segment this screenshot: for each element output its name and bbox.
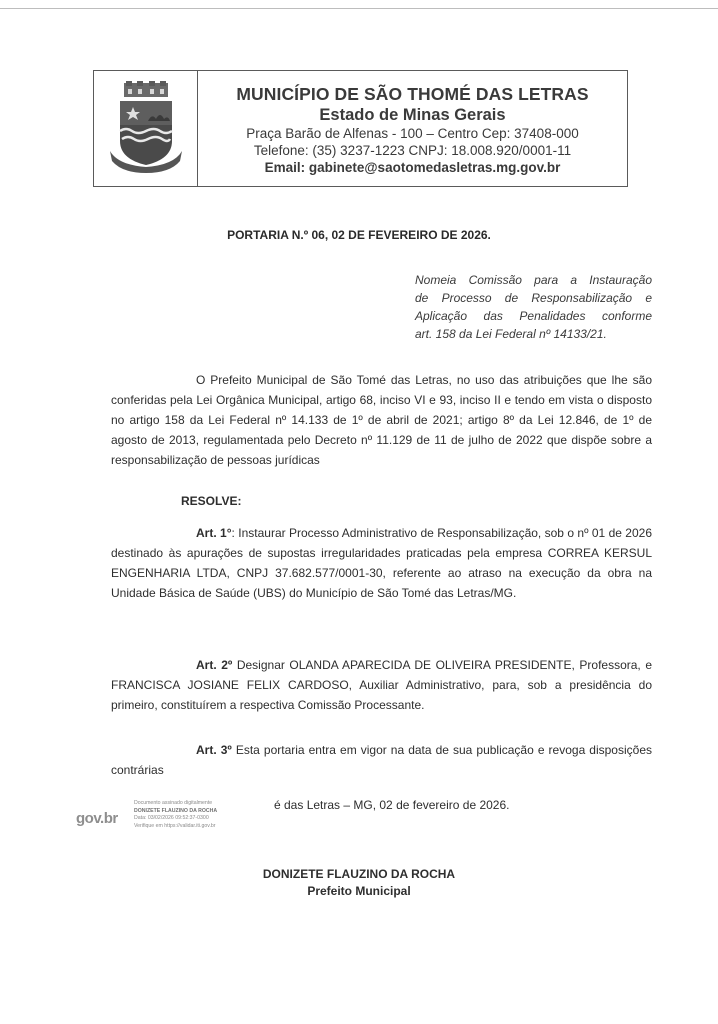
address: Praça Barão de Alfenas - 100 – Centro Cep: 37408-000 (246, 126, 579, 141)
signer-name: DONIZETE FLAUZINO DA ROCHA (262, 867, 456, 881)
preamble-text: O Prefeito Municipal de São Tomé das Letras, no uso das atribuições que lhe são conferidas pela Lei Orgânica Municipal, artigo 68, inciso VI e 93, inciso II e tendo em vista o disposto no artigo 158 da Lei Federal nº 14.133 de 1º de abril de 2021; artigo 8º da Lei 12.846, de 1º de agosto de 2013, regulamentada pelo Decreto nº 11.129 de 11 de julho de 2022 que dispõe sobre a responsabilização de pessoas jurídicas (111, 373, 652, 467)
signer-block (0, 866, 718, 900)
article-1 (111, 523, 652, 603)
signature-verify-link[interactable]: Verifique em https://validar.iti.gov.br (134, 822, 216, 829)
article-text: Instaurar Processo Administrativo de Responsabilização, sob o nº 01 de 2026 destinado às apurações de supostas irregularidades praticadas pela empresa CORREA KERSUL ENGENHARIA LTDA, CNPJ 37.682.577/0001-30, referente ao atraso na execução da obra na Unidade Básica de Saúde (UBS) do Município de São Tomé das Letras/MG. (111, 526, 653, 600)
ementa-line: Nomeia Comissão para a Instauração (415, 273, 652, 287)
preamble-paragraph (111, 370, 652, 470)
coat-of-arms-icon (108, 81, 184, 177)
ementa (415, 271, 652, 343)
article-text: Designar OLANDA APARECIDA DE OLIVEIRA PRESIDENTE, Professora, e FRANCISCA JOSIANE FELIX CARDOSO, Auxiliar Administrativo, para, sob a presidência do primeiro, constituírem a respectiva Comissão Processante. (111, 658, 652, 712)
document-title: PORTARIA N.º 06, 02 DE FEVEREIRO DE 2026. (227, 228, 491, 242)
phone-cnpj: Telefone: (35) 3237-1223 CNPJ: 18.008.920/0001-11 (253, 143, 572, 158)
state-name: Estado de Minas Gerais (319, 106, 506, 124)
ementa-line: art. 158 da Lei Federal nº 14133/21. (415, 327, 607, 341)
article-label: Art. 3º (196, 743, 232, 757)
digital-signature-stamp (72, 800, 262, 842)
article-2 (111, 655, 652, 715)
signature-name: DONIZETE FLAUZINO DA ROCHA (134, 807, 218, 814)
email: Email: gabinete@saotomedasletras.mg.gov.br (264, 160, 561, 175)
signature-header: Documento assinado digitalmente (134, 800, 213, 806)
signer-role: Prefeito Municipal (307, 884, 411, 898)
article-label: Art. 1° (196, 526, 232, 540)
page-edge-line (0, 8, 718, 9)
article-separator: : (231, 526, 235, 540)
article-text: Esta portaria entra em vigor na data de sua publicação e revoga disposições contrárias (111, 743, 652, 777)
signature-date: Data: 03/02/2026 09:52:37-0300 (134, 815, 209, 821)
date-line: é das Letras – MG, 02 de fevereiro de 2026. (274, 798, 510, 812)
signature-info (134, 800, 217, 830)
resolve-heading: RESOLVE: (181, 494, 242, 508)
govbr-logo-icon: gov.br (76, 810, 118, 827)
ementa-line: de Processo de Responsabilização e (415, 291, 652, 305)
municipality-name: MUNICÍPIO DE SÃO THOMÉ DAS LETRAS (236, 84, 589, 104)
letterhead-text (198, 83, 627, 176)
crest-cell (94, 71, 198, 186)
letterhead (93, 70, 628, 187)
ementa-line: Aplicação das Penalidades conforme (415, 309, 652, 323)
article-3 (111, 740, 652, 780)
article-label: Art. 2º (196, 658, 233, 672)
